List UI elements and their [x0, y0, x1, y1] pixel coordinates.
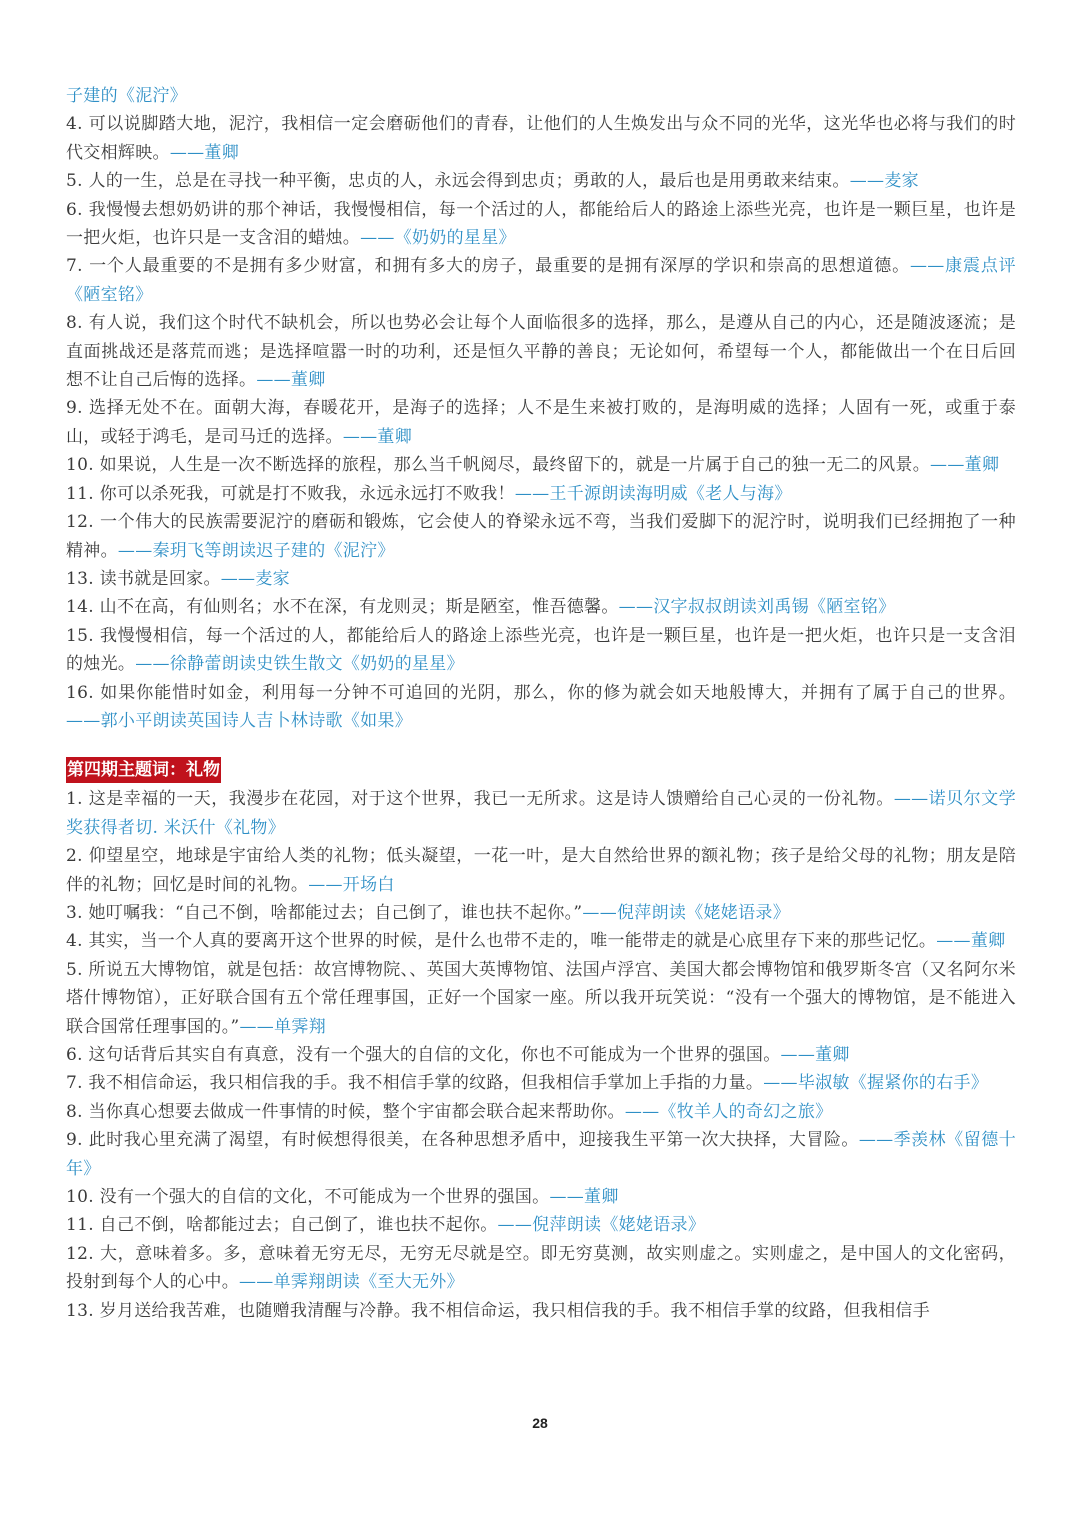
- quote-text: 10. 没有一个强大的自信的文化，不可能成为一个世界的强国。: [66, 1187, 550, 1208]
- quote-item: [66, 508, 1016, 565]
- quote-source: ——诺贝尔文学奖获得者切. 米沃什《礼物》: [66, 789, 1016, 838]
- quote-text: 5. 人的一生，总是在寻找一种平衡，忠贞的人，永远会得到忠贞；勇敢的人，最后也是用勇敢来结束。: [66, 171, 850, 192]
- quote-item: [66, 785, 1016, 842]
- section-gap: [66, 735, 1016, 757]
- quote-text: 13. 岁月送给我苦难，也随赠我清醒与冷静。我不相信命运，我只相信我的手。我不相信手掌的纹路，但我相信手: [66, 1300, 931, 1321]
- quote-text: 10. 如果说，人生是一次不断选择的旅程，那么当千帆阅尽，最终留下的，就是一片属于自己的独一无二的风景。: [66, 455, 931, 476]
- quote-source: ——董卿: [936, 931, 1006, 952]
- quote-item: [66, 1240, 1016, 1297]
- quote-text: 6. 我慢慢去想奶奶讲的那个神话，我慢慢相信，每一个活过的人，都能给后人的路途上添些光亮，也许是一颗巨星，也许是一把火炬，也许只是一支含泪的蜡烛。: [66, 199, 1016, 249]
- quote-text: 4. 可以说脚踏大地，泥泞，我相信一定会磨砺他们的青春，让他们的人生焕发出与众不同的光华，这光华也必将与我们的时代交相辉映。: [66, 114, 1016, 163]
- quote-source: ——单霁翔: [239, 1016, 326, 1037]
- quote-item: [66, 1098, 1016, 1126]
- quote-item: [66, 565, 1016, 593]
- quote-source: ——汉字叔叔朗读刘禹锡《陋室铭》: [618, 597, 896, 618]
- quote-source: ——董卿: [780, 1045, 850, 1065]
- quote-source: ——董卿: [256, 370, 326, 391]
- quote-source: ——麦家: [220, 568, 290, 589]
- quote-item: [66, 252, 1016, 309]
- quote-item: [66, 622, 1016, 679]
- quote-text: 11. 自己不倒，啥都能过去；自己倒了，谁也扶不起你。: [66, 1215, 498, 1236]
- quote-text: 14. 山不在高，有仙则名；水不在深，有龙则灵；斯是陋室，惟吾德馨。: [66, 597, 619, 618]
- document-page: [66, 82, 1016, 1325]
- quote-item: [66, 842, 1016, 899]
- quote-text: 5. 所说五大博物馆，就是包括：故宫博物院、、英国大英博物馆、法国卢浮宫、美国大都会博物馆和俄罗斯冬宫（又名阿尔米塔什博物馆），正好联合国有五个常任理事国，正好一个国家一座。所以我开玩笑说：“没有一个强大的博物馆，是不能进入联合国常任理事国的。”: [66, 959, 1016, 1037]
- quote-text: 3. 她叮嘱我：“自己不倒，啥都能过去；自己倒了，谁也扶不起你。”: [66, 902, 583, 923]
- quote-source: ——倪萍朗读《姥姥语录》: [497, 1215, 706, 1236]
- quote-text: 12. 大，意味着多。多，意味着无穷无尽，无穷无尽就是空。即无穷莫测，故实则虚之。实则虚之，是中国人的文化密码，投射到每个人的心中。: [66, 1243, 1016, 1293]
- quote-text: 9. 此时我心里充满了渴望，有时候想得很美，在各种思想矛盾中，迎接我生平第一次大抉择，大冒险。: [66, 1130, 859, 1151]
- quote-source: ——单霁翔朗读《至大无外》: [239, 1272, 464, 1293]
- quote-source: ——康震点评《陋室铭》: [66, 256, 1016, 305]
- quote-item: [66, 1297, 1016, 1325]
- quote-item: [66, 196, 1016, 253]
- quote-text: 16. 如果你能惜时如金，利用每一分钟不可追回的光阴，那么，你的修为就会如天地般博大，并拥有了属于自己的世界。: [66, 682, 1016, 703]
- quote-text: 12. 一个伟大的民族需要泥泞的磨砺和锻炼，它会使人的脊梁永远不弯，当我们爱脚下的泥泞时，说明我们已经拥抱了一种精神。: [66, 512, 1016, 561]
- quote-item: [66, 679, 1016, 736]
- quote-text: 6. 这句话背后其实自有真意，没有一个强大的自信的文化，你也不可能成为一个世界的强国。: [66, 1045, 781, 1065]
- quote-source: 子建的《泥泞》: [66, 86, 188, 106]
- quote-source: ——董卿: [930, 455, 1000, 476]
- section-4-quotes: [66, 785, 1016, 1325]
- quote-text: 7. 一个人最重要的不是拥有多少财富，和拥有多大的房子，最重要的是拥有深厚的学识和崇高的思想道德。: [66, 256, 910, 277]
- quote-source: ——毕淑敏《握紧你的右手》: [763, 1073, 989, 1094]
- quote-item: [66, 394, 1016, 451]
- quote-item: [66, 956, 1016, 1041]
- quote-source: ——《牧羊人的奇幻之旅》: [624, 1101, 833, 1122]
- quote-source: ——郭小平朗读英国诗人吉卜林诗歌《如果》: [66, 710, 412, 731]
- quote-item: [66, 480, 1016, 508]
- quote-item: [66, 1041, 1016, 1069]
- quote-item: [66, 1126, 1016, 1183]
- quote-source: ——季羡林《留德十年》: [66, 1130, 1016, 1179]
- quote-item: [66, 927, 1016, 955]
- quote-text: 1. 这是幸福的一天，我漫步在花园，对于这个世界，我已一无所求。这是诗人馈赠给自己心灵的一份礼物。: [66, 789, 894, 810]
- quote-text: 11. 你可以杀死我，可就是打不败我，永远永远打不败我！: [66, 483, 515, 504]
- quote-source: ——秦玥飞等朗读迟子建的《泥泞》: [117, 540, 395, 561]
- quote-text: 2. 仰望星空，地球是宇宙给人类的礼物；低头凝望，一花一叶，是大自然给世界的额礼物；孩子是给父母的礼物；朋友是陪伴的礼物；回忆是时间的礼物。: [66, 846, 1016, 895]
- quote-source: ——董卿: [549, 1187, 619, 1208]
- quote-item: [66, 899, 1016, 927]
- quote-item: [66, 593, 1016, 621]
- quote-source: ——开场白: [308, 874, 395, 895]
- quote-text: 13. 读书就是回家。: [66, 568, 221, 589]
- quote-item: [66, 1183, 1016, 1211]
- quote-source: ——麦家: [849, 171, 919, 192]
- quote-text: 15. 我慢慢相信，每一个活过的人，都能给后人的路途上添些光亮，也许是一颗巨星，也许是一把火炬，也许只是一支含泪的烛光。: [66, 625, 1016, 675]
- quote-item: [66, 110, 1016, 167]
- quote-source: ——《奶奶的星星》: [360, 228, 516, 249]
- quote-item: [66, 1211, 1016, 1239]
- quote-text: 8. 当你真心想要去做成一件事情的时候，整个宇宙都会联合起来帮助你。: [66, 1101, 625, 1122]
- quote-source: ——董卿: [169, 142, 240, 163]
- section-4: [66, 757, 1016, 1325]
- quote-source: ——徐静蕾朗读史铁生散文《奶奶的星星》: [135, 654, 464, 675]
- quote-text: 4. 其实，当一个人真的要离开这个世界的时候，是什么也带不走的，唯一能带走的就是心底里存下来的那些记忆。: [66, 931, 937, 952]
- quote-item: [66, 1069, 1016, 1097]
- page-number: 28: [532, 1415, 548, 1431]
- quote-source: ——董卿: [342, 426, 413, 447]
- quote-item: [66, 167, 1016, 195]
- section-3-quotes: [66, 82, 1016, 735]
- quote-source: ——王千源朗读海明威《老人与海》: [514, 483, 792, 504]
- quote-item: [66, 82, 1016, 110]
- quote-source: ——倪萍朗读《姥姥语录》: [582, 902, 791, 923]
- quote-item: [66, 451, 1016, 479]
- quote-text: 9. 选择无处不在。面朝大海，春暖花开，是海子的选择；人不是生来被打败的，是海明威的选择；人固有一死，或重于泰山，或轻于鸿毛，是司马迁的选择。: [66, 398, 1016, 447]
- quote-text: 8. 有人说，我们这个时代不缺机会，所以也势必会让每个人面临很多的选择，那么，是遵从自己的内心，还是随波逐流；是直面挑战还是落荒而逃；是选择喧嚣一时的功利，还是恒久平静的善良；无论如何，希望每一个人，都能做出一个在日后回想不让自己后悔的选择。: [66, 313, 1016, 391]
- quote-text: 7. 我不相信命运，我只相信我的手。我不相信手掌的纹路，但我相信手掌加上手指的力量。: [66, 1073, 764, 1094]
- quote-item: [66, 309, 1016, 394]
- section-heading: 第四期主题词：礼物: [66, 757, 221, 783]
